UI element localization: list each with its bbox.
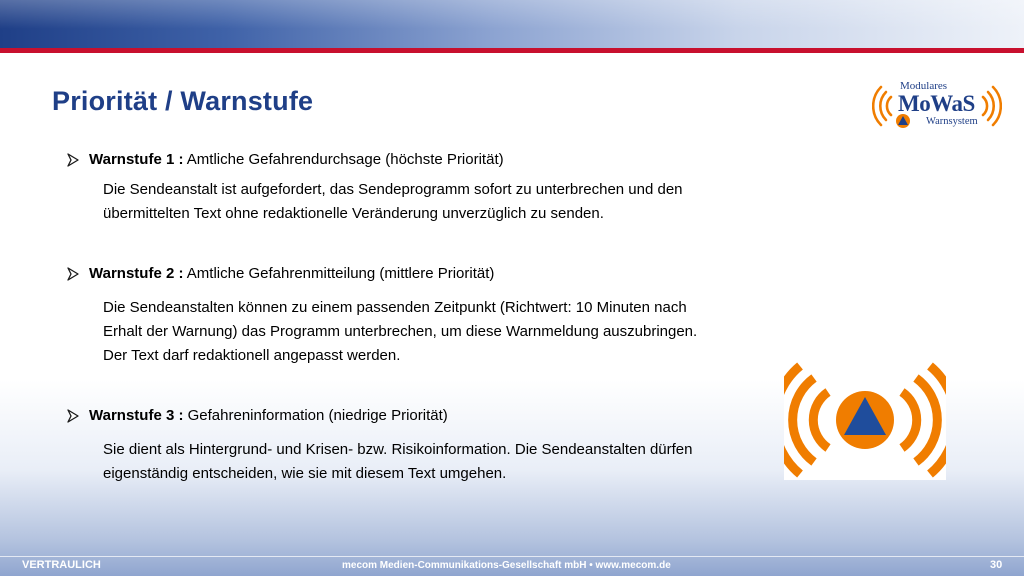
warning-broadcast-icon xyxy=(784,360,946,480)
warnstufe-2-line-1: Die Sendeanstalten können zu einem passenden Zeitpunkt (Richtwert: 10 Minuten nach xyxy=(103,299,687,316)
mowas-logo xyxy=(872,76,1002,134)
warnstufe-3-title: Gefahreninformation (niedrige Priorität) xyxy=(183,407,448,424)
footer-page-number: 30 xyxy=(990,559,1003,571)
warnstufe-2-line-3: Der Text darf redaktionell angepasst werden. xyxy=(103,347,401,364)
warnstufe-3-line-1: Sie dient als Hintergrund- und Krisen- bzw. Risikoinformation. Die Sendeanstalten dürfen xyxy=(103,441,693,458)
warnstufe-1-description xyxy=(103,178,683,226)
arrow-bullet-icon xyxy=(66,409,80,423)
warnstufe-3-line-2: eigenständig entscheiden, wie sie mit diesem Text umgehen. xyxy=(103,465,507,482)
arrow-bullet-icon xyxy=(66,267,80,281)
warnstufe-3-description xyxy=(103,438,692,486)
warnstufe-1-line-1: Die Sendeanstalt ist aufgefordert, das Sendeprogramm sofort zu unterbrechen und den xyxy=(103,181,683,198)
header-band xyxy=(0,0,1024,48)
arrow-bullet-icon xyxy=(66,153,80,167)
civil-protection-signal-icon xyxy=(784,360,946,480)
warnstufe-1-label: Warnstufe 1 : xyxy=(89,151,184,168)
logo-line-modulares: Modulares xyxy=(900,80,948,92)
warnstufe-2-title: Amtliche Gefahrenmitteilung (mittlere Priorität) xyxy=(183,265,495,282)
warnstufe-1-heading xyxy=(66,151,504,169)
warnstufe-2-label: Warnstufe 2 : xyxy=(89,265,184,282)
warnstufe-3-label: Warnstufe 3 : xyxy=(89,407,184,424)
warnstufe-2-line-2: Erhalt der Warnung) das Programm unterbrechen, um diese Warnmeldung auszubringen. xyxy=(103,323,698,340)
warnstufe-1-title: Amtliche Gefahrendurchsage (höchste Priorität) xyxy=(183,151,504,168)
footer-company: mecom Medien-Communikations-Gesellschaft mbH • www.mecom.de xyxy=(342,560,671,571)
footer-divider xyxy=(0,556,1024,557)
slide-title: Priorität / Warnstufe xyxy=(52,86,314,116)
warnstufe-2-heading xyxy=(66,265,494,283)
footer-confidential: VERTRAULICH xyxy=(22,559,101,571)
logo-line-mowas: MoWaS xyxy=(898,91,975,116)
logo-line-warnsystem: Warnsystem xyxy=(926,116,978,127)
header-red-line xyxy=(0,48,1024,53)
warnstufe-2-description xyxy=(103,296,697,368)
warnstufe-3-heading xyxy=(66,407,448,425)
warnstufe-1-line-2: übermittelten Text ohne redaktionelle Veränderung unverzüglich zu senden. xyxy=(103,205,604,222)
